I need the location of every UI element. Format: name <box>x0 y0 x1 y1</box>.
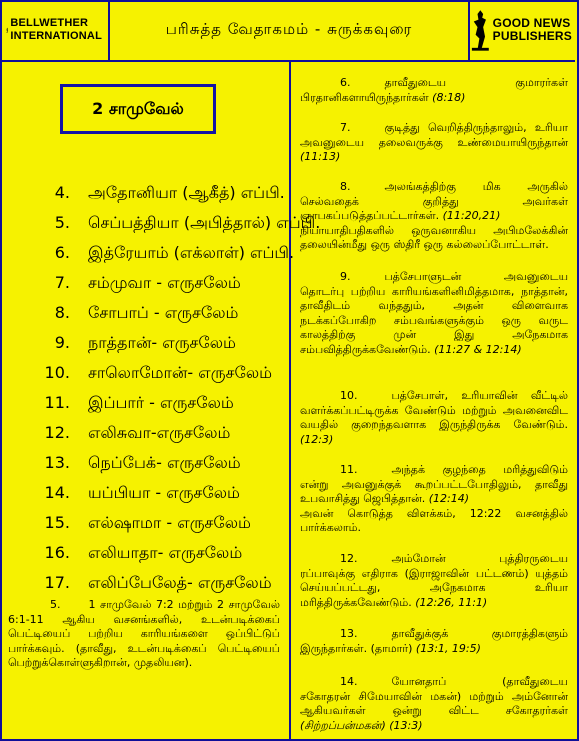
list-text: செப்பத்தியா (அபித்தால்) எப்பி. <box>88 213 321 232</box>
list-text: நெப்பேக்- எருசலேம் <box>88 453 241 472</box>
note-11 <box>300 463 568 536</box>
verse-reference: (13:3) <box>389 718 423 732</box>
list-text: இப்பார் - எருசலேம் <box>88 393 234 412</box>
note-text: தாவீதுக்குக் குமாரத்திகளும் இருந்தார்கள். (தாமார்) <box>300 627 568 655</box>
page-title: பரிசுத்த வேதாகமம் - சுருக்கவுரை <box>165 20 413 38</box>
logo-text-line1: GOOD NEWS <box>492 16 571 30</box>
note-text: அம்மோன் புத்திரருடைய ரப்பாவுக்கு எதிராக (இராஜாவின் பட்டணம்) யுத்தம் செய்யப்பட்டது, அநேகமாக உரியா மரித்திருக்கவேண்டும். <box>300 552 568 609</box>
list-text: சாலொமோன்- எருசலேம் <box>88 363 272 382</box>
note-number: 12. <box>340 552 358 565</box>
header-divider <box>0 60 575 62</box>
list-number: 17. <box>44 573 70 592</box>
verse-reference: (11:20,21) <box>442 209 501 222</box>
logo-text-line2: PUBLISHERS <box>492 29 572 43</box>
note-number: 5. <box>50 598 61 611</box>
note-text: யோனதாப் (தாவீதுடைய சகோதரன் சிமேயாவின் மகன்) மற்றும் அம்னோன் ஆகியவர்கள் ஒன்று விட்ட சகோதரர்கள் <box>300 675 568 717</box>
note-number: 6. <box>340 76 351 89</box>
verse-reference: (12:3) <box>300 432 334 446</box>
list-number: 15. <box>44 513 70 532</box>
logo-text-line1: BELLWETHER <box>10 17 89 29</box>
note-number: 13. <box>340 627 358 640</box>
list-item <box>30 485 285 501</box>
note-6 <box>300 76 568 105</box>
header-divider-left <box>108 2 110 60</box>
list-item <box>30 243 295 262</box>
note-5 <box>8 598 280 671</box>
logo-text-line2: INTERNATIONAL <box>10 30 102 42</box>
note-number: 7. <box>340 121 351 134</box>
list-text: அதோனியா (ஆகீத்) எப்பி. <box>88 183 285 202</box>
note-text: அந்தக் குழந்தை மரித்துவிடும் என்று அவனுக்குக் கூறப்பட்டபோதிலும், தாவீது உபவாசித்து ஜெபித்தான். <box>300 463 568 505</box>
list-text: எலிசுவா-எருசலேம் <box>88 423 231 442</box>
note-text: பத்சேபாளுடன் அவனுடைய தொடர்பு பற்றிய காரியங்களினிமித்தமாக, நாத்தான், தாவீதிடம் வந்ததும், அதன் விளைவாக நடக்கப்போகிற சம்பவங்களுக்கும் ஒரு வருட காலத்திற்கு முன் இது அநேகமாக சம்பவித்திருக்கவேண்டும். <box>300 270 568 356</box>
note-text: 1 சாமுவேல் 7:2 மற்றும் 2 சாமுவேல் 6:1-11 ஆகிய வசனங்களில், உடன்படிக்கைப் பெட்டியைப் பற்றிய காரியங்களை ஒப்பிட்டுப் பார்க்கவும். (தாவீது, உடன்படிக்கைப் பெட்டியைப் பெற்றுக்கொள்ளுகிறான், முதலியன). <box>8 598 280 669</box>
note-text: தாவீதுடைய குமாரர்கள் பிரதானிகளாயிருந்தார்கள் <box>300 76 568 104</box>
note-13 <box>300 627 568 656</box>
list-item <box>30 515 285 531</box>
note-14 <box>300 675 568 733</box>
list-number: 14. <box>44 483 70 502</box>
list-item <box>30 425 285 441</box>
list-item <box>30 365 285 381</box>
verse-reference: (8:18) <box>432 90 466 104</box>
note-10 <box>300 389 568 447</box>
figure-icon <box>6 7 8 53</box>
list-number: 5. <box>54 213 70 232</box>
column-divider <box>289 62 291 739</box>
list-number: 4. <box>54 183 70 202</box>
list-number: 16. <box>44 543 70 562</box>
verse-reference: (11:13) <box>300 150 341 163</box>
list-number: 12. <box>44 423 70 442</box>
verse-reference: (13:1, 19:5) <box>415 641 481 655</box>
note-number: 14. <box>340 675 358 688</box>
note-9 <box>300 270 568 357</box>
list-number: 6. <box>54 243 70 262</box>
note-text: குடித்து வெறித்திருந்தாலும், உரியா அவனுடைய தலைவருக்கு உண்மையாயிருந்தான் <box>300 121 568 149</box>
note-continuation: அவன் கொடுத்த விளக்கம், 12:22 வசனத்தில் பார்க்கலாம். <box>300 506 568 534</box>
note-number: 11. <box>340 463 358 476</box>
list-item <box>30 213 321 232</box>
list-text: எலியாதா- எருசலேம் <box>88 543 243 562</box>
verse-reference: (12:14) <box>428 492 470 505</box>
verse-reference: (சிற்றப்பன்மகன்) <box>300 718 386 732</box>
figure-icon <box>470 7 491 53</box>
note-number: 8. <box>340 180 351 193</box>
book-title-box <box>60 84 216 134</box>
list-item <box>30 395 285 411</box>
list-item <box>30 455 285 471</box>
list-number: 7. <box>54 273 70 292</box>
list-text: இத்ரேயாம் (எக்லாள்) எப்பி. <box>88 243 295 262</box>
list-item <box>30 575 285 591</box>
list-number: 11. <box>44 393 70 412</box>
note-number: 10. <box>340 389 358 402</box>
note-number: 9. <box>340 270 351 283</box>
good-news-logo <box>470 6 572 54</box>
note-continuation: நியாயாதிபதிகளில் ஒருவனாகிய அபிமலேக்கின் தலையின்மீது ஒரு ஸ்திரீ ஒரு கல்லைப்போட்டாள். <box>300 223 568 251</box>
note-text: பத்சேபாள், உரியாவின் வீட்டில் வளர்க்கப்பட்டிருக்க வேண்டும் மற்றும் அவனைவிட வயதில் குறைந்தவளாக இருந்திருக்க வேண்டும். <box>300 389 568 431</box>
list-number: 9. <box>54 333 70 352</box>
list-text: சம்முவா - எருசலேம் <box>88 273 241 292</box>
verse-reference: (11:27 & 12:14) <box>434 342 522 356</box>
book-title: 2 சாமுவேல் <box>92 98 184 118</box>
list-item <box>30 305 285 321</box>
list-number: 8. <box>54 303 70 322</box>
list-text: எலிப்பேலேத்- எருசலேம் <box>88 573 272 592</box>
list-item <box>30 335 285 351</box>
note-8 <box>300 180 568 253</box>
list-text: நாத்தான்- எருசலேம் <box>88 333 236 352</box>
list-text: யப்பியா - எருசலேம் <box>88 483 240 502</box>
note-7 <box>300 121 568 165</box>
list-number: 13. <box>44 453 70 472</box>
list-item <box>30 545 285 561</box>
note-12 <box>300 552 568 610</box>
list-item <box>30 185 285 201</box>
list-text: எல்ஷாமா - எருசலேம் <box>88 513 251 532</box>
list-text: சோபாப் - எருசலேம் <box>88 303 239 322</box>
list-number: 10. <box>44 363 70 382</box>
note-text: அலங்கத்திற்கு மிக அருகில் செல்வதைக் குறித்து அவர்கள் ஞாபகப்படுத்தப்பட்டார்கள். <box>300 180 568 222</box>
list-item <box>30 275 285 291</box>
verse-reference: (12:26, 11:1) <box>415 595 488 609</box>
bellwether-logo <box>6 6 102 54</box>
